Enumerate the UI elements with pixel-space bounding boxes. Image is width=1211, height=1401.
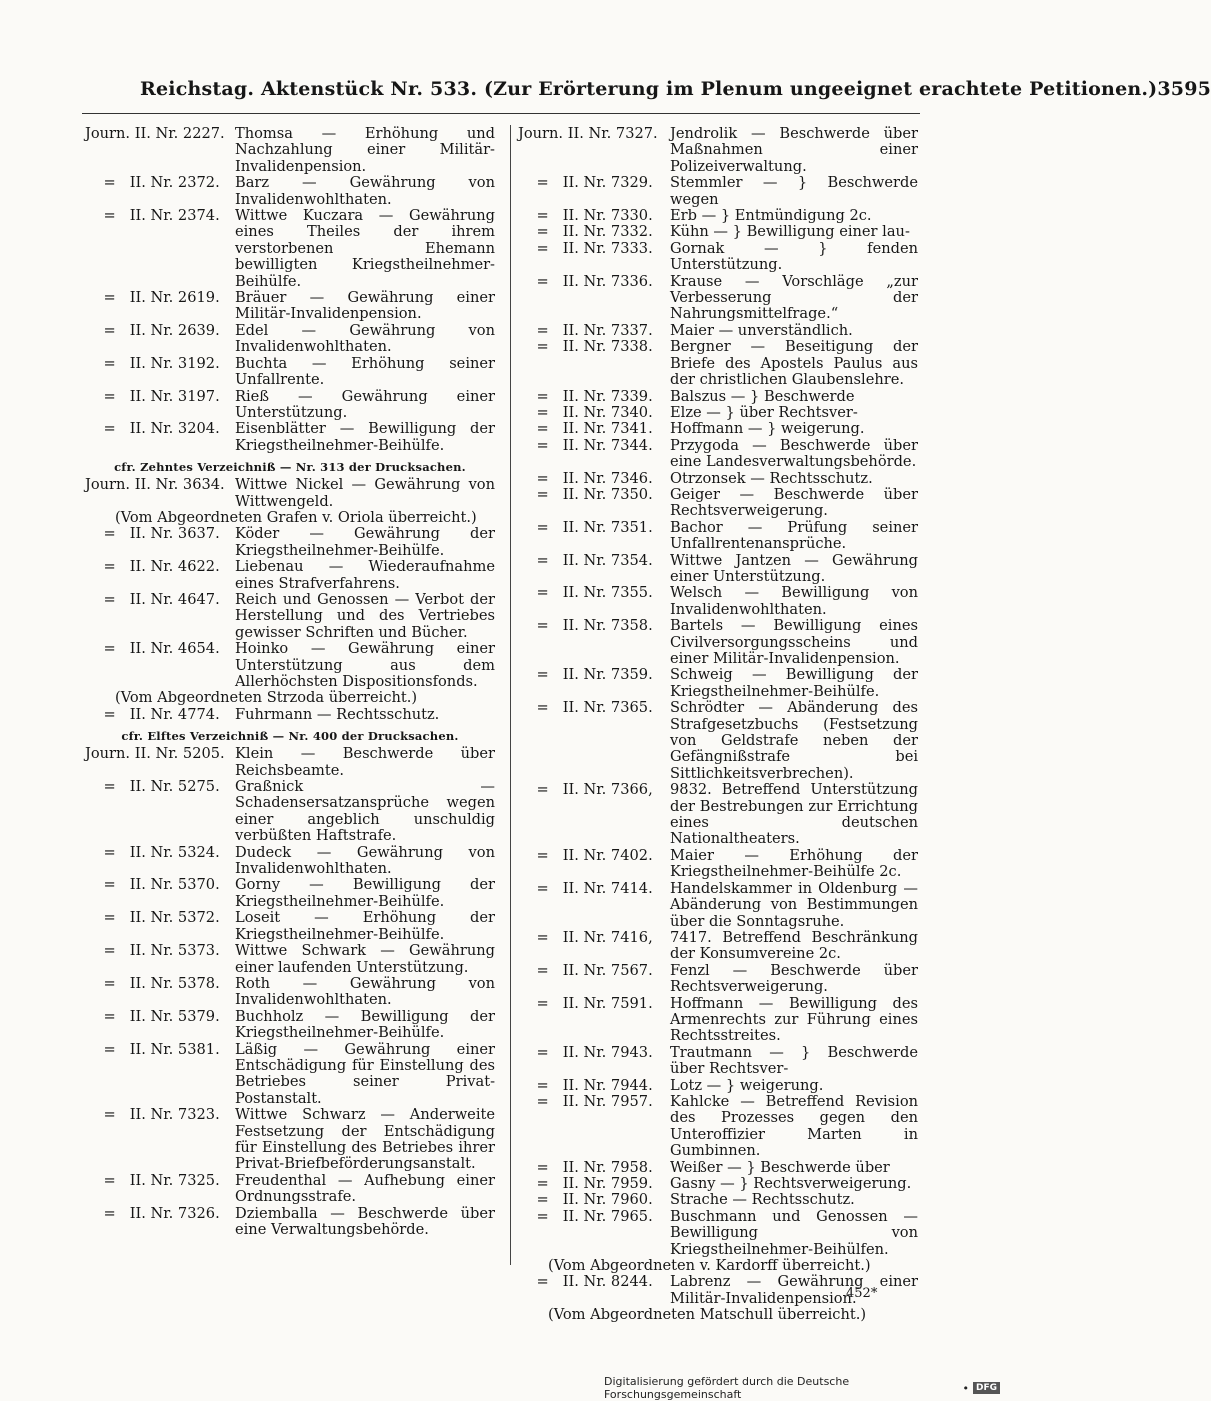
petition-entry	[518, 1192, 918, 1208]
petition-entry	[85, 126, 495, 175]
journal-number: = II. Nr. 7965.	[518, 1207, 653, 1225]
petition-text: Schweig — Bewilligung der Kriegstheilnehmer-Beihülfe.	[670, 666, 918, 700]
column-divider	[510, 125, 511, 1265]
petition-entry	[518, 224, 918, 240]
petition-entry	[518, 323, 918, 339]
journal-number: = II. Nr. 5381.	[85, 1040, 220, 1058]
petition-entry	[85, 592, 495, 641]
journal-number: = II. Nr. 7325.	[85, 1171, 220, 1189]
journal-number: = II. Nr. 7341.	[518, 420, 653, 438]
journal-number: = II. Nr. 7326.	[85, 1204, 220, 1222]
petition-entry	[518, 520, 918, 553]
journal-number: = II. Nr. 7336.	[518, 272, 653, 290]
petition-entry	[518, 487, 918, 520]
petition-text: Graßnick — Schadensersatzansprüche wegen einer angeblich unschuldig verbüßten Haftstrafe.	[235, 778, 495, 845]
petition-entry	[85, 1042, 495, 1108]
petition-entry	[518, 175, 918, 208]
petition-entry	[518, 782, 918, 848]
petition-text: Dziemballa — Beschwerde über eine Verwaltungsbehörde.	[235, 1204, 495, 1238]
journal-number: = II. Nr. 7567.	[518, 961, 653, 979]
journal-number: = II. Nr. 7402.	[518, 846, 653, 864]
journal-number: = II. Nr. 5373.	[85, 942, 220, 960]
journal-number: = II. Nr. 5379.	[85, 1007, 220, 1025]
petition-text: Trautmann — } Beschwerde über Rechtsver-	[670, 1043, 918, 1078]
petition-entry	[518, 339, 918, 388]
journal-number: = II. Nr. 4647.	[85, 590, 220, 608]
journal-number: = II. Nr. 2639.	[85, 321, 220, 339]
journal-number: = II. Nr. 3204.	[85, 420, 220, 438]
petition-entry	[85, 1107, 495, 1173]
petition-entry	[85, 208, 495, 290]
petition-entry	[518, 585, 918, 618]
page-title: Reichstag. Aktenstück Nr. 533. (Zur Erörterung im Plenum ungeeignet erachtete Petitionen.)	[140, 78, 1158, 100]
journal-number: = II. Nr. 7366,	[518, 781, 653, 799]
journal-number: = II. Nr. 4622.	[85, 558, 220, 576]
petition-text: Handelskammer in Oldenburg — Abänderung von Bestimmungen über die Sonntagsruhe.	[670, 879, 918, 930]
petition-text: 7417. Betreffend Beschränkung der Konsumvereine 2c.	[670, 928, 918, 963]
footer-separator: •	[962, 1381, 969, 1395]
journal-number: = II. Nr. 7350.	[518, 485, 653, 503]
petition-text: Wittwe Schwark — Gewährung einer laufenden Unterstützung.	[235, 942, 495, 976]
petition-entry	[518, 930, 918, 963]
journal-number: = II. Nr. 7355.	[518, 584, 653, 602]
journal-number: = II. Nr. 5372.	[85, 909, 220, 927]
petition-entry	[85, 1206, 495, 1239]
petition-text: Thomsa — Erhöhung und Nachzahlung einer Militär-Invalidenpension.	[235, 125, 495, 175]
petition-text: Kühn — } Bewilligung einer lau-	[670, 223, 910, 241]
petition-entry	[85, 1009, 495, 1042]
journal-number: Journ. II. Nr. 5205.	[85, 745, 225, 763]
journal-number: = II. Nr. 5275.	[85, 778, 220, 796]
petition-text: Strache — Rechtsschutz.	[670, 1191, 855, 1209]
petition-entry	[518, 389, 918, 405]
journal-number: = II. Nr. 7323.	[85, 1106, 220, 1124]
journal-number: = II. Nr. 7340.	[518, 403, 653, 421]
journal-number: = II. Nr. 4774.	[85, 705, 220, 723]
petition-text: Loseit — Erhöhung der Kriegstheilnehmer-Beihülfe.	[235, 909, 495, 943]
submitted-by-note: (Vom Abgeordneten Strzoda überreicht.)	[115, 689, 418, 707]
petition-entry	[518, 667, 918, 700]
petition-text: Buchta — Erhöhung seiner Unfallrente.	[235, 354, 495, 389]
petition-text: Buschmann und Genossen — Bewilligung von Kriegstheilnehmer-Beihülfen.	[670, 1207, 918, 1258]
petition-text: Maier — Erhöhung der Kriegstheilnehmer-Beihülfe 2c.	[670, 846, 918, 881]
petition-entry	[85, 477, 495, 510]
petition-text: Weißer — } Beschwerde über	[670, 1158, 890, 1176]
petition-text: Lotz — } weigerung.	[670, 1076, 824, 1094]
journal-number: Journ. II. Nr. 7327.	[518, 125, 658, 142]
petition-entry	[85, 526, 495, 559]
section-reference-heading: cfr. Elftes Verzeichniß — Nr. 400 der Drucksachen.	[121, 729, 459, 744]
journal-number: = II. Nr. 7944.	[518, 1076, 653, 1094]
journal-number: = II. Nr. 7414.	[518, 879, 653, 897]
petition-entry	[518, 1045, 918, 1078]
petition-text: Hoffmann — Bewilligung des Armenrechts zur Führung eines Rechtsstreites.	[670, 994, 918, 1045]
journal-number: = II. Nr. 7337.	[518, 321, 653, 339]
petition-entry	[85, 641, 495, 690]
petition-entry	[85, 910, 495, 943]
petition-text: Liebenau — Wiederaufnahme eines Strafverfahrens.	[235, 558, 495, 592]
petition-text: Krause — Vorschläge „zur Verbesserung der Nahrungsmittelfrage.“	[670, 272, 918, 323]
petition-entry	[518, 700, 918, 782]
journal-number: = II. Nr. 7958.	[518, 1158, 653, 1176]
petition-entry	[85, 943, 495, 976]
petition-entry	[518, 274, 918, 323]
petition-entry	[85, 707, 495, 723]
journal-number: = II. Nr. 2374.	[85, 207, 220, 225]
journal-number: = II. Nr. 7338.	[518, 338, 653, 356]
page-header	[140, 78, 1211, 100]
petition-text: Welsch — Bewilligung von Invalidenwohlthaten.	[670, 584, 918, 618]
journal-number: = II. Nr. 8244.	[518, 1273, 653, 1291]
petition-entry	[85, 976, 495, 1009]
petition-text: Bartels — Bewilligung eines Civilversorgungsscheins und einer Militär-Invalidenpension.	[670, 617, 918, 667]
journal-number: = II. Nr. 7339.	[518, 387, 653, 405]
journal-number: = II. Nr. 7957.	[518, 1092, 653, 1110]
journal-number: = II. Nr. 3197.	[85, 387, 220, 405]
petition-entry	[518, 553, 918, 586]
dfg-logo-icon: DFG	[973, 1382, 1000, 1394]
petition-text: Jendrolik — Beschwerde über Maßnahmen einer Polizeiverwaltung.	[670, 125, 918, 175]
journal-number: = II. Nr. 7344.	[518, 436, 653, 454]
journal-number: = II. Nr. 3637.	[85, 525, 220, 543]
petition-text: Buchholz — Bewilligung der Kriegstheilnehmer-Beihülfe.	[235, 1007, 495, 1042]
petition-entry	[518, 1094, 918, 1160]
petition-entry	[518, 963, 918, 996]
petition-entry	[85, 845, 495, 878]
journal-number: = II. Nr. 7359.	[518, 666, 653, 684]
petition-entry	[85, 559, 495, 592]
submitted-by-note: (Vom Abgeordneten v. Kardorff überreicht.)	[548, 1257, 871, 1275]
right-column	[518, 126, 918, 1324]
petition-text: Klein — Beschwerde über Reichsbeamte.	[235, 745, 495, 779]
petition-entry	[85, 389, 495, 422]
petition-entry	[518, 241, 918, 274]
journal-number: = II. Nr. 7365.	[518, 699, 653, 717]
petition-text: 9832. Betreffend Unterstützung der Bestrebungen zur Errichtung eines deutschen Nationaltheaters.	[670, 781, 918, 848]
petition-entry	[518, 438, 918, 471]
footer	[604, 1375, 1000, 1401]
petition-entry	[85, 356, 495, 389]
petition-text: Labrenz — Gewährung einer Militär-Invalidenpension.	[670, 1273, 918, 1307]
petition-text: Rieß — Gewährung einer Unterstützung.	[235, 387, 495, 421]
petition-entry	[85, 779, 495, 845]
petition-text: Stemmler — } Beschwerde wegen	[670, 174, 918, 208]
petition-entry	[518, 848, 918, 881]
journal-number: = II. Nr. 7332.	[518, 223, 653, 241]
petition-text: Läßig — Gewährung einer Entschädigung für Einstellung des Betriebes seiner Privat-Postanstalt.	[235, 1040, 495, 1107]
petition-text: Gasny — } Rechtsverweigerung.	[670, 1175, 912, 1192]
journal-number: = II. Nr. 2619.	[85, 289, 220, 307]
section-reference-heading: cfr. Zehntes Verzeichniß — Nr. 313 der Drucksachen.	[114, 460, 466, 475]
footer-text: Digitalisierung gefördert durch die Deutsche Forschungsgemeinschaft	[604, 1375, 850, 1401]
petition-entry	[85, 421, 495, 454]
journal-number: = II. Nr. 7351.	[518, 518, 653, 536]
journal-number: = II. Nr. 4654.	[85, 640, 220, 658]
submitted-by-note: (Vom Abgeordneten Grafen v. Oriola überreicht.)	[115, 508, 477, 526]
petition-entry	[85, 175, 495, 208]
petition-entry	[85, 746, 495, 779]
petition-text: Bergner — Beseitigung der Briefe des Apostels Paulus aus der christlichen Glaubenslehre.	[670, 338, 918, 389]
petition-entry	[518, 405, 918, 421]
petition-text: Wittwe Schwarz — Anderweite Festsetzung der Entschädigung für Einstellung des Betriebes ihrer Privat-Briefbeförderungsanstalt.	[235, 1106, 495, 1173]
petition-text: Wittwe Jantzen — Gewährung einer Unterstützung.	[670, 551, 918, 585]
petition-entry	[518, 421, 918, 437]
petition-text: Schrödter — Abänderung des Strafgesetzbuchs (Festsetzung von Geldstrafe neben der Gefängnißstrafe bei Sittlichkeitsverbrechen).	[670, 699, 918, 782]
petition-text: Fenzl — Beschwerde über Rechtsverweigerung.	[670, 961, 918, 996]
journal-number: = II. Nr. 7960.	[518, 1191, 653, 1209]
petition-entry	[85, 877, 495, 910]
petition-entry	[518, 208, 918, 224]
petition-entry	[518, 126, 918, 175]
petition-text: Reich und Genossen — Verbot der Herstellung und des Vertriebes gewisser Schriften und Bücher.	[235, 590, 495, 641]
petition-text: Köder — Gewährung der Kriegstheilnehmer-Beihülfe.	[235, 525, 495, 559]
page-number: 3595	[1157, 78, 1211, 100]
petition-text: Przygoda — Beschwerde über eine Landesverwaltungsbehörde.	[670, 436, 918, 471]
journal-number: = II. Nr. 7943.	[518, 1043, 653, 1061]
petition-text: Dudeck — Gewährung von Invalidenwohlthaten.	[235, 843, 495, 878]
petition-text: Barz — Gewährung von Invalidenwohlthaten.	[235, 174, 495, 208]
petition-text: Gornak — } fenden Unterstützung.	[670, 239, 918, 274]
journal-number: = II. Nr. 7330.	[518, 207, 653, 225]
petition-entry	[518, 996, 918, 1045]
journal-number: = II. Nr. 7329.	[518, 174, 653, 192]
journal-number: = II. Nr. 3192.	[85, 354, 220, 372]
left-column	[85, 126, 495, 1238]
petition-text: Geiger — Beschwerde über Rechtsverweigerung.	[670, 485, 918, 520]
petition-text: Bachor — Prüfung seiner Unfallrentenansprüche.	[670, 518, 918, 553]
petition-text: Eisenblätter — Bewilligung der Kriegstheilnehmer-Beihülfe.	[235, 420, 495, 454]
petition-entry	[518, 881, 918, 930]
header-rule	[82, 113, 920, 114]
sheet-signature: 452*	[846, 1286, 878, 1301]
petition-text: Kahlcke — Betreffend Revision des Prozesses gegen den Unteroffizier Marten in Gumbinnen.	[670, 1092, 918, 1160]
petition-text: Edel — Gewährung von Invalidenwohlthaten.	[235, 321, 495, 356]
journal-number: = II. Nr. 5378.	[85, 974, 220, 992]
petition-entry	[518, 618, 918, 667]
petition-text: Gorny — Bewilligung der Kriegstheilnehmer-Beihülfe.	[235, 876, 495, 910]
petition-text: Fuhrmann — Rechtsschutz.	[235, 705, 440, 723]
journal-number: = II. Nr. 7333.	[518, 239, 653, 257]
journal-number: = II. Nr. 7959.	[518, 1175, 653, 1192]
journal-number: = II. Nr. 2372.	[85, 174, 220, 192]
journal-number: = II. Nr. 7354.	[518, 551, 653, 569]
petition-text: Hoinko — Gewährung einer Unterstützung aus dem Allerhöchsten Dispositionsfonds.	[235, 640, 495, 690]
petition-text: Elze — } über Rechtsver-	[670, 403, 858, 421]
journal-number: = II. Nr. 7358.	[518, 617, 653, 635]
petition-entry	[518, 1176, 918, 1192]
petition-text: Otrzonsek — Rechtsschutz.	[670, 469, 873, 487]
petition-text: Roth — Gewährung von Invalidenwohlthaten.	[235, 974, 495, 1009]
journal-number: = II. Nr. 7591.	[518, 994, 653, 1012]
petition-text: Wittwe Nickel — Gewährung von Wittwengeld.	[235, 476, 495, 510]
petition-text: Wittwe Kuczara — Gewährung eines Theiles der ihrem verstorbenen Ehemann bewilligten Kriegstheilnehmer-Beihülfe.	[235, 207, 495, 290]
submitted-by-note: (Vom Abgeordneten Matschull überreicht.)	[548, 1306, 867, 1324]
journal-number: Journ. II. Nr. 3634.	[85, 476, 225, 494]
journal-number: = II. Nr. 5324.	[85, 843, 220, 861]
petition-text: Erb — } Entmündigung 2c.	[670, 207, 872, 225]
journal-number: = II. Nr. 7346.	[518, 469, 653, 487]
petition-entry	[518, 1078, 918, 1094]
journal-number: = II. Nr. 7416,	[518, 928, 653, 946]
petition-entry	[85, 323, 495, 356]
journal-number: = II. Nr. 5370.	[85, 876, 220, 894]
journal-number: Journ. II. Nr. 2227.	[85, 125, 225, 142]
petition-text: Maier — unverständlich.	[670, 321, 853, 339]
petition-text: Freudenthal — Aufhebung einer Ordnungsstrafe.	[235, 1171, 495, 1206]
petition-entry	[85, 1173, 495, 1206]
petition-text: Hoffmann — } weigerung.	[670, 420, 865, 438]
petition-entry	[518, 1160, 918, 1176]
petition-entry	[518, 1209, 918, 1258]
petition-entry	[85, 290, 495, 323]
petition-text: Balszus — } Beschwerde	[670, 387, 855, 405]
petition-entry	[518, 471, 918, 487]
petition-text: Bräuer — Gewährung einer Militär-Invalidenpension.	[235, 289, 495, 323]
